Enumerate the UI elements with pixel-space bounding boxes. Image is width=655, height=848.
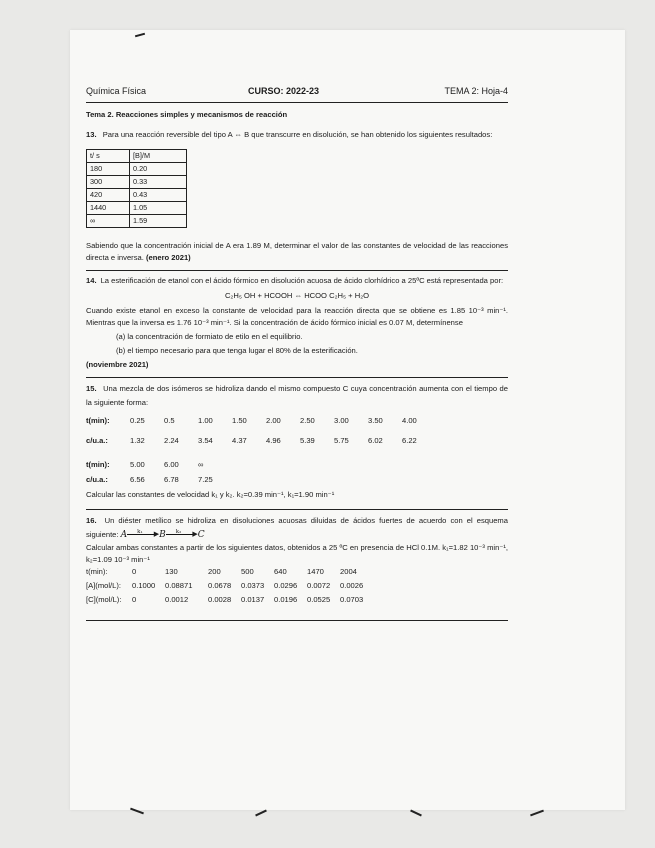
value: 0.0296 (274, 581, 298, 590)
question-text: Una mezcla de dos isómeros se hidroliza dando el mismo compuesto C cuya concentración aumenta con el tiempo de la siguiente forma: (86, 384, 508, 407)
value: 640 (274, 567, 287, 576)
equilibrium-symbol: ⇔ (294, 291, 303, 300)
time-row (86, 415, 508, 427)
value: 6.22 (402, 436, 417, 445)
table-cell: 1.05 (130, 202, 187, 215)
question-13 (86, 129, 508, 264)
arrow-icon: k₂ ▶ (166, 528, 198, 538)
value: 0 (132, 595, 137, 604)
value: 0.0525 (307, 595, 331, 604)
question-15 (86, 382, 508, 501)
section-title: Tema 2. Reacciones simples y mecanismos de reacción (86, 110, 288, 119)
question-14 (86, 275, 508, 371)
equation-reactants: C₂H₅ OH + HCOOH (224, 291, 293, 300)
question-text: Cuando existe etanol en exceso la constante de velocidad para la reacción directa que se obtiene es 1.85 10⁻³ min⁻¹. Mientras que la inversa es 1.76 10⁻³ min⁻¹. Si la concentración de ácido fórmico inicial es 0.07 M, determínense (86, 306, 508, 327)
value: 0.5 (164, 416, 175, 425)
question-number: 13. (86, 130, 97, 139)
concentration-row (86, 435, 508, 447)
value: 7.25 (198, 475, 213, 484)
table-cell: 1440 (87, 202, 130, 215)
reaction-scheme (121, 530, 205, 540)
table-cell: 0.20 (130, 163, 187, 176)
value: 200 (208, 567, 221, 576)
value: 0.0373 (241, 581, 265, 590)
calculation-note: Calcular ambas constantes a partir de los siguientes datos, obtenidos a 25 ºC en presencia de HCl 0.1M. k₁=1.82 10⁻³ min⁻¹, k₂=1.09 10⁻³ min⁻¹ (86, 543, 508, 564)
value: 1470 (307, 567, 324, 576)
species-c-row (86, 594, 508, 606)
table-row (87, 215, 187, 228)
question-text: La esterificación de etanol con el ácido fórmico en disolución acuosa de ácido clorhídrico a 25ºC está representada por: (100, 276, 504, 285)
value: 4.00 (402, 416, 417, 425)
row-label: t(min): (86, 416, 110, 425)
arrow-icon: k₁ ▶ (127, 528, 159, 538)
value: 0.0678 (208, 581, 232, 590)
concentration-row (86, 474, 508, 486)
value: 4.37 (232, 436, 247, 445)
value: 2.24 (164, 436, 179, 445)
value: 2004 (340, 567, 357, 576)
rate-constant-label: k₂ (175, 529, 182, 535)
species-a: A (120, 530, 128, 540)
value: ∞ (198, 460, 204, 469)
question-text: Sabiendo que la concentración inicial de A era 1.89 M, determinar el valor de las constantes de velocidad de las reacciones directa e inversa. (86, 241, 508, 262)
time-row (86, 459, 508, 471)
value: 0 (132, 567, 137, 576)
table-header: t/ s (87, 150, 130, 163)
rate-constant-label: k₁ (137, 529, 143, 535)
species-b: B (159, 530, 166, 540)
table-row (87, 189, 187, 202)
header-topic: TEMA 2: Hoja-4 (444, 86, 508, 96)
row-label: [C](mol/L): (86, 595, 122, 604)
table-header-row (87, 150, 187, 163)
value: 2.50 (300, 416, 315, 425)
scan-edge-mark (530, 810, 544, 817)
table-cell: ∞ (87, 215, 130, 228)
scan-edge-mark (255, 810, 267, 817)
table-row (87, 163, 187, 176)
row-label: c/u.a.: (86, 436, 108, 445)
page-header (86, 80, 508, 102)
value: 0.0012 (165, 595, 189, 604)
table-cell: 0.33 (130, 176, 187, 189)
row-label: t(min): (86, 567, 108, 576)
data-table (86, 149, 187, 228)
value: 0.0028 (208, 595, 232, 604)
value: 2.00 (266, 416, 281, 425)
table-row (87, 176, 187, 189)
value: 0.0196 (274, 595, 298, 604)
question-number: 14. (86, 276, 97, 285)
value: 1.50 (232, 416, 247, 425)
section-rule (86, 620, 508, 621)
worksheet (86, 80, 508, 621)
calculation-note: Calcular las constantes de velocidad k₁ y k₂. k₂=0.39 min⁻¹, k₁=1.90 min⁻¹ (86, 490, 335, 499)
table-cell: 180 (87, 163, 130, 176)
table-row (87, 202, 187, 215)
question-text: Un diéster metílico se hidroliza en disoluciones acuosas diluidas de ácidos fuertes de acuerdo con el esquema siguiente: (86, 516, 508, 539)
scan-edge-mark (410, 810, 422, 817)
value: 500 (241, 567, 254, 576)
subquestion-b: (b) el tiempo necesario para que tenga lugar el 80% de la esterificación. (116, 346, 358, 355)
value: 5.75 (334, 436, 349, 445)
question-number: 16. (86, 516, 97, 525)
table-cell: 1.59 (130, 215, 187, 228)
value: 0.0026 (340, 581, 364, 590)
table-cell: 420 (87, 189, 130, 202)
value: 4.96 (266, 436, 281, 445)
exam-date: (noviembre 2021) (86, 360, 149, 369)
value: 5.39 (300, 436, 315, 445)
table-header: [B]/M (130, 150, 187, 163)
value: 3.00 (334, 416, 349, 425)
exam-date: (enero 2021) (145, 253, 191, 262)
header-subject: Química Física (86, 86, 147, 96)
question-text: Para una reacción reversible del tipo A ⇔ B que transcurre en disolución, se han obtenido los siguientes resultados: (102, 130, 493, 139)
value: 0.1000 (132, 581, 156, 590)
value: 0.0072 (307, 581, 331, 590)
value: 0.08871 (165, 581, 193, 590)
time-row (86, 566, 508, 578)
subquestion-a: (a) la concentración de formiato de etilo en el equilibrio. (116, 332, 303, 341)
value: 3.54 (198, 436, 213, 445)
value: 3.50 (368, 416, 383, 425)
value: 5.00 (130, 460, 145, 469)
row-label: t(min): (86, 460, 110, 469)
equation-products: HCOO C₂H₅ + H₂O (304, 291, 370, 300)
question-number: 15. (86, 384, 97, 393)
value: 6.00 (164, 460, 179, 469)
species-c: C (197, 530, 205, 540)
table-cell: 300 (87, 176, 130, 189)
row-label: c/u.a.: (86, 475, 108, 484)
header-rule (86, 102, 508, 103)
header-course: CURSO: 2022-23 (248, 86, 320, 96)
row-label: [A](mol/L): (86, 581, 122, 590)
value: 130 (165, 567, 178, 576)
value: 6.56 (130, 475, 145, 484)
value: 6.02 (368, 436, 383, 445)
table-cell: 0.43 (130, 189, 187, 202)
value: 0.25 (130, 416, 145, 425)
question-16 (86, 514, 508, 606)
reaction-equation (86, 290, 508, 302)
species-a-row (86, 580, 508, 592)
value: 0.0137 (241, 595, 265, 604)
value: 1.32 (130, 436, 145, 445)
value: 1.00 (198, 416, 213, 425)
value: 6.78 (164, 475, 179, 484)
value: 0.0703 (340, 595, 364, 604)
